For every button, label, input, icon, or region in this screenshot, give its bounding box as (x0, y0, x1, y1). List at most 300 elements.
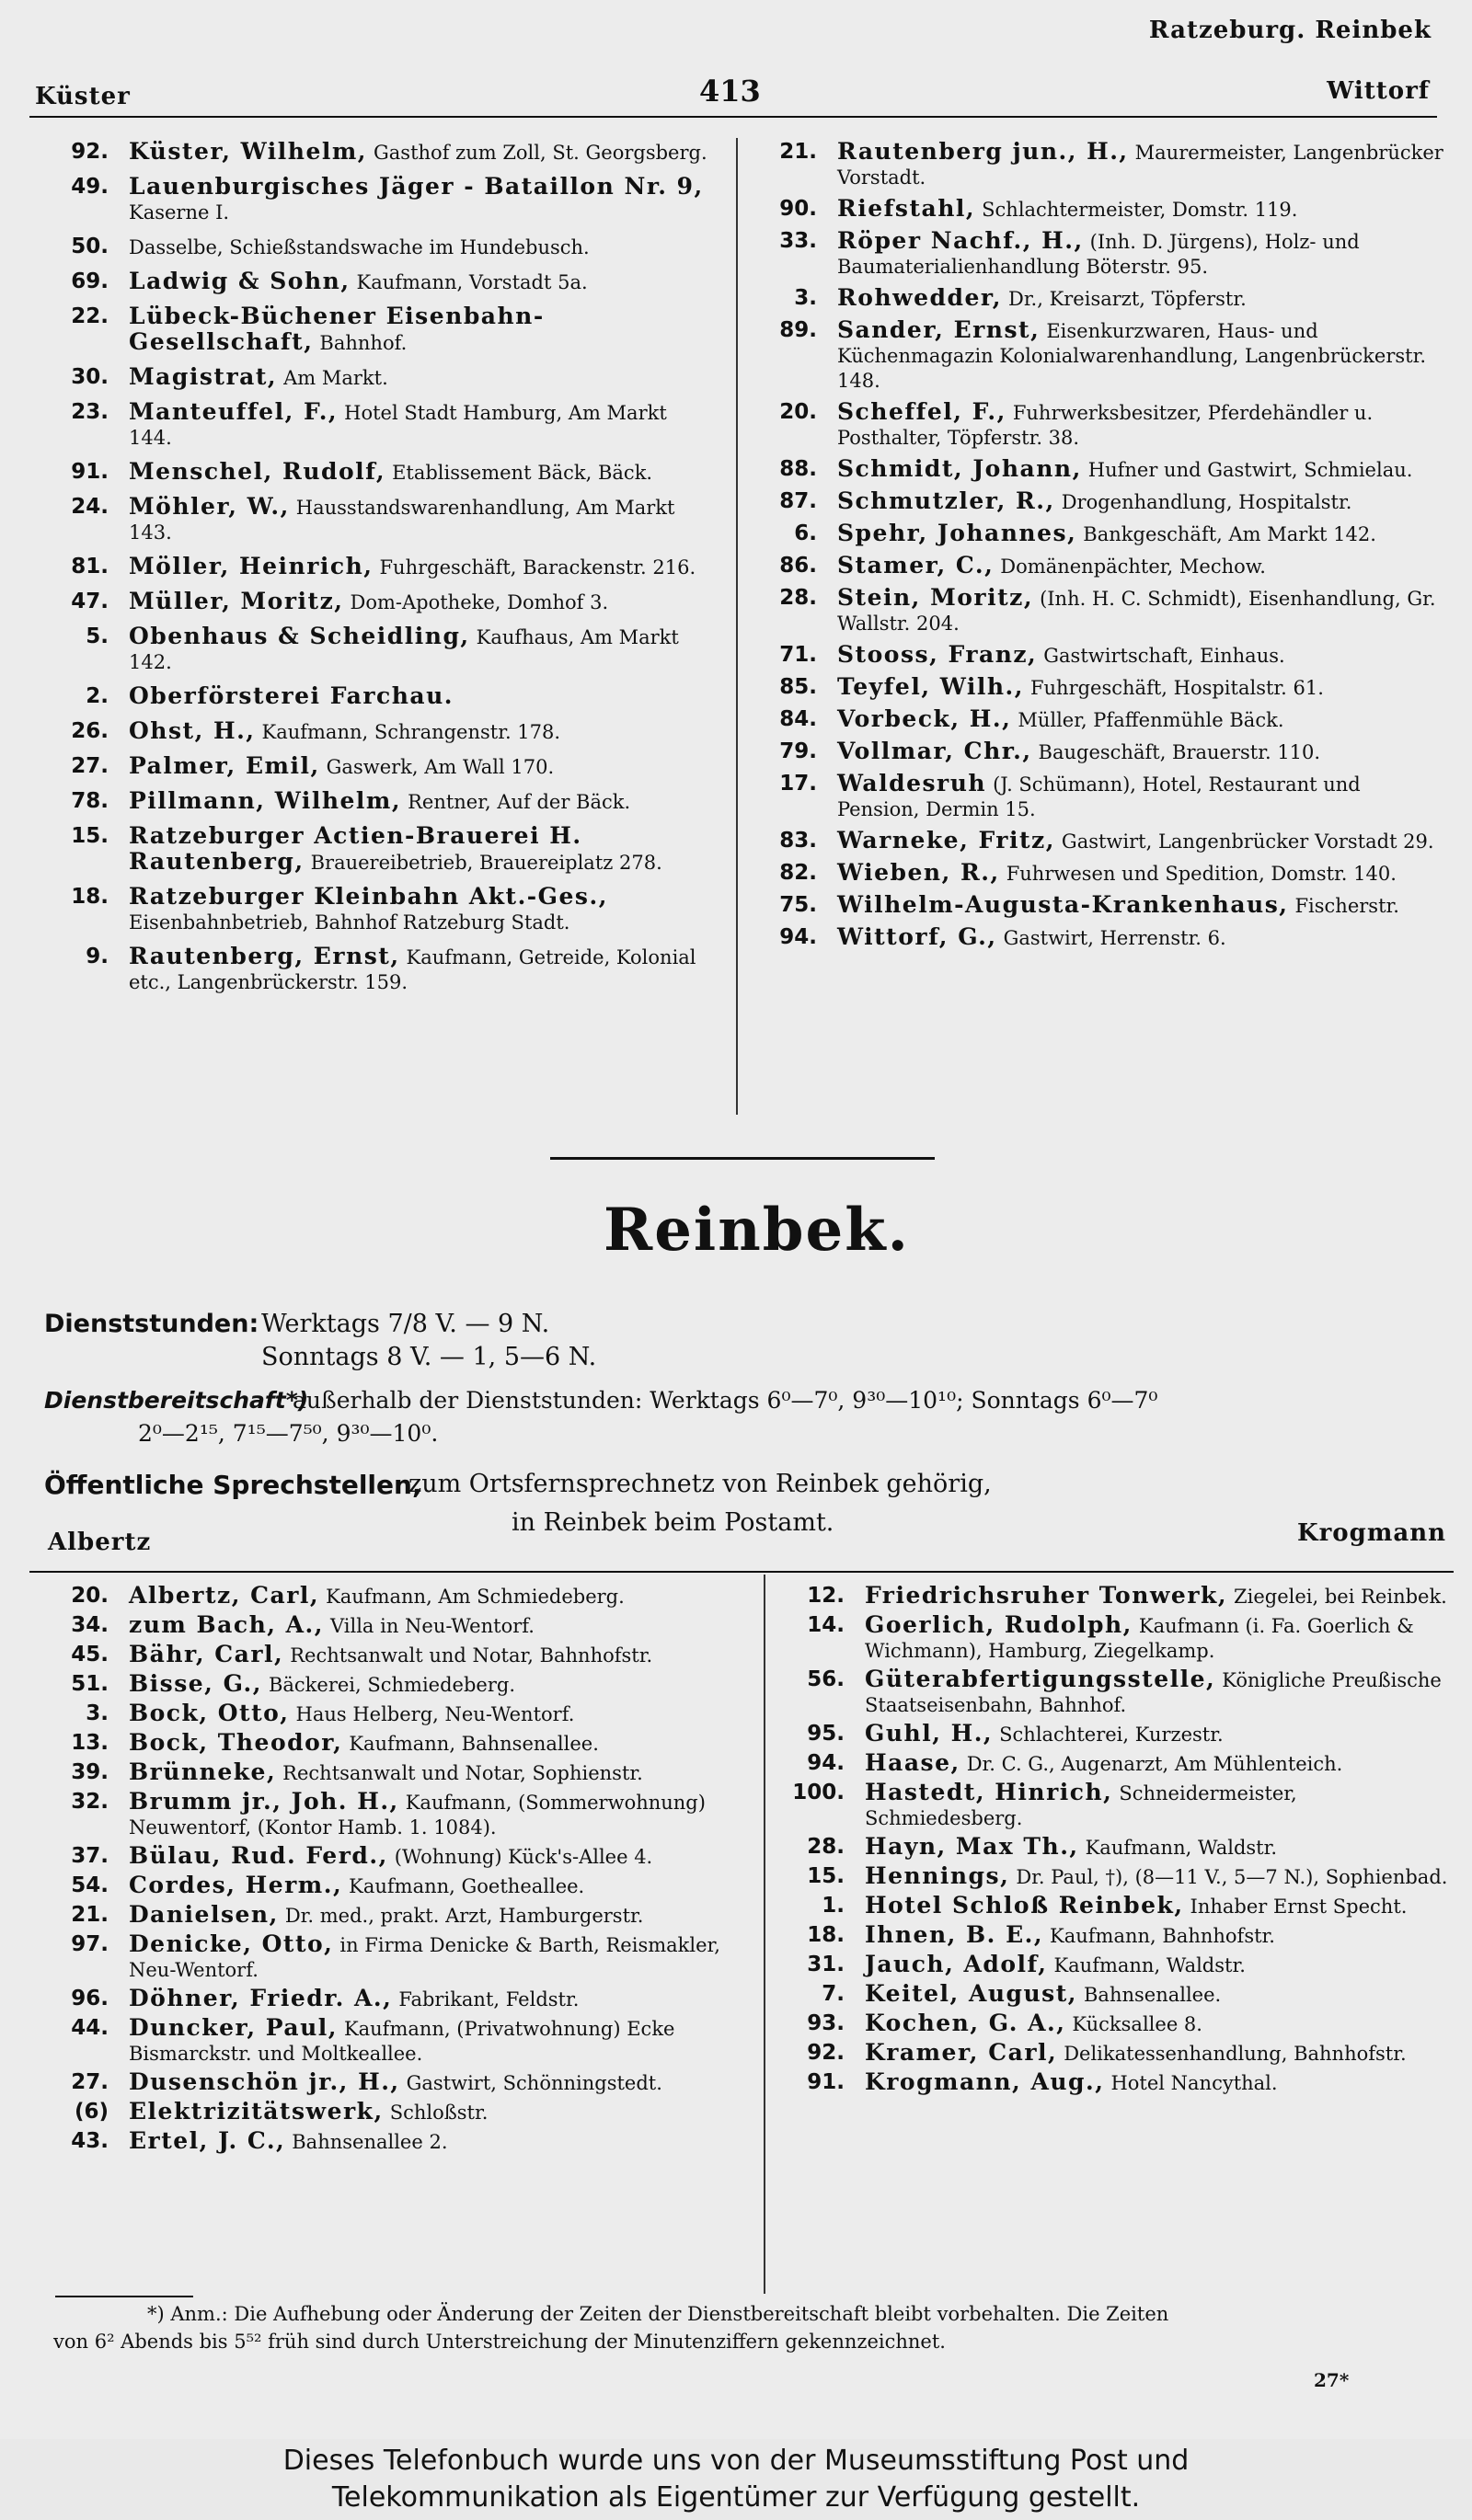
subscriber-details: Kaufmann (i. Fa. Goerlich & Wichmann), Hamburg, Ziegelkamp. (865, 1615, 1414, 1662)
phone-number: 15. (71, 824, 109, 848)
bottom-right-column (775, 1584, 1455, 2292)
subscriber-details: Brauereibetrieb, Brauereiplatz 278. (310, 852, 662, 874)
directory-entry (39, 2129, 738, 2155)
subscriber-details: Müller, Pfaffenmühle Bäck. (1018, 709, 1284, 731)
phone-number: 94. (807, 1751, 845, 1775)
subscriber-details: Kaufmann, Goetheallee. (349, 1875, 585, 1897)
bottom-column-divider (764, 1575, 765, 2294)
phone-number: 45. (71, 1643, 109, 1667)
directory-entry (39, 555, 710, 580)
subscriber-name: Jauch, Adolf, (865, 1951, 1048, 1977)
sprechstellen-label: Öffentliche Sprechstellen, (44, 1470, 422, 1500)
directory-entry (775, 1722, 1455, 1747)
subscriber-name: Rautenberg jun., H., (837, 140, 1129, 165)
directory-entry (775, 1864, 1455, 1890)
phone-number: 100. (792, 1781, 845, 1804)
subscriber-name: Cordes, Herm., (129, 1872, 343, 1898)
phone-number: 37. (71, 1844, 109, 1868)
subscriber-details: Bahnhof. (319, 332, 408, 354)
phone-number: 89. (779, 318, 817, 342)
dienststunden-label: Dienststunden: (44, 1310, 259, 1338)
subscriber-details: Schlachtermeister, Domstr. 119. (982, 199, 1298, 221)
subscriber-name: Warneke, Fritz, (837, 827, 1055, 853)
subscriber-details: Gastwirt, Langenbrücker Vorstadt 29. (1061, 830, 1434, 853)
subscriber-name: Vollmar, Chr., (837, 738, 1032, 764)
directory-entry (39, 175, 710, 225)
footer-line2: Telekommunikation als Eigentümer zur Verfügung gestellt. (331, 2481, 1141, 2514)
subscriber-details: Kaufmann, Schrangenstr. 178. (261, 721, 561, 743)
subscriber-details: Dr. C. G., Augenarzt, Am Mühlenteich. (966, 1753, 1343, 1775)
directory-entry (747, 140, 1446, 190)
directory-entry (775, 1751, 1455, 1777)
subscriber-name: Menschel, Rudolf, (129, 458, 386, 485)
subscriber-details: Baugeschäft, Brauerstr. 110. (1038, 741, 1321, 763)
subscriber-name: Obenhaus & Scheidling, (129, 623, 470, 649)
directory-entry (39, 754, 710, 780)
subscriber-details: Bahnsenallee 2. (292, 2131, 448, 2153)
directory-entry (747, 229, 1446, 280)
directory-entry (39, 945, 710, 995)
directory-entry (775, 1982, 1455, 2008)
subscriber-details: (Wohnung) Kück's-Allee 4. (394, 1846, 653, 1868)
directory-entry (39, 1643, 738, 1668)
directory-entry (775, 2041, 1455, 2067)
subscriber-name: Möhler, W., (129, 493, 290, 520)
subscriber-details: (J. Schümann), Hotel, Restaurant und Pension, Dermin 15. (837, 773, 1361, 820)
phone-number: 31. (807, 1953, 845, 1976)
subscriber-name: Ihnen, B. E., (865, 1921, 1044, 1948)
directory-entry (39, 885, 710, 935)
directory-entry (39, 2100, 738, 2125)
subscriber-details: Gastwirt, Schönningstedt. (406, 2072, 662, 2094)
directory-entry (775, 1835, 1455, 1861)
top-right-column (747, 140, 1446, 1115)
bottom-left-column (39, 1584, 738, 2292)
directory-entry (39, 1844, 738, 1870)
subscriber-details: Dom-Apotheke, Domhof 3. (350, 591, 609, 613)
footnote-line2: von 6² Abends bis 5⁵² früh sind durch Unterstreichung der Minutenziffern gekennzeichnet. (53, 2331, 946, 2353)
subscriber-name: Ratzeburger Actien-Brauerei H. Rautenberg, (129, 822, 582, 875)
subscriber-name: Keitel, August, (865, 1980, 1077, 2007)
phone-number: 2. (86, 684, 109, 708)
subscriber-name: Teyfel, Wilh., (837, 673, 1024, 700)
subscriber-details: Fischerstr. (1294, 895, 1399, 917)
subscriber-name: Denicke, Otto, (129, 1930, 334, 1957)
directory-entry (747, 772, 1446, 822)
subscriber-name: Rohwedder, (837, 284, 1002, 311)
page-header-right-top: Ratzeburg. Reinbek (1148, 17, 1432, 44)
phone-number: 92. (807, 2041, 845, 2065)
directory-entry (39, 2016, 738, 2067)
dienstbereitschaft-line2: 2⁰—2¹⁵, 7¹⁵—7⁵⁰, 9³⁰—10⁰. (138, 1420, 439, 1447)
directory-entry (747, 739, 1446, 765)
subscriber-name: Goerlich, Rudolph, (865, 1611, 1133, 1638)
subscriber-name: Elektrizitätswerk, (129, 2098, 384, 2125)
subscriber-details: Schneidermeister, Schmiedesberg. (865, 1782, 1297, 1829)
directory-entry (39, 2070, 738, 2096)
phone-number: 39. (71, 1760, 109, 1784)
subscriber-details: Fuhrwerksbesitzer, Pferdehändler u. Posthalter, Töpferstr. 38. (837, 402, 1374, 449)
subscriber-details: in Firma Denicke & Barth, Reismakler, Neu-Wentorf. (129, 1934, 720, 1981)
phone-number: 28. (779, 586, 817, 610)
footnote-rule (55, 2296, 193, 2297)
subscriber-name: Guhl, H., (865, 1720, 994, 1747)
subscriber-details: Gastwirtschaft, Einhaus. (1043, 645, 1285, 667)
subscriber-name: Duncker, Paul, (129, 2014, 338, 2041)
page-header-right-word: Wittorf (1327, 77, 1430, 105)
phone-number: 71. (779, 643, 817, 667)
subscriber-details: Hufner und Gastwirt, Schmielau. (1087, 459, 1413, 481)
subscriber-name: Manteuffel, F., (129, 398, 339, 425)
subscriber-name: Küster, Wilhelm, (129, 140, 368, 165)
subscriber-details: Rechtsanwalt und Notar, Sophienstr. (282, 1762, 643, 1784)
sheet-signature: 27* (1314, 2369, 1350, 2391)
subscriber-name: Spehr, Johannes, (837, 520, 1077, 546)
phone-number: 3. (794, 286, 817, 310)
subscriber-name: Albertz, Carl, (129, 1584, 320, 1609)
subscriber-details: Kaufmann, Waldstr. (1053, 1954, 1246, 1976)
phone-number: 81. (71, 555, 109, 578)
subscriber-name: Ladwig & Sohn, (129, 268, 351, 294)
phone-number: 32. (71, 1790, 109, 1814)
directory-entry (39, 1873, 738, 1899)
directory-entry (775, 1953, 1455, 1978)
phone-number: 9. (86, 945, 109, 968)
subscriber-name: Schmutzler, R., (837, 487, 1055, 514)
directory-entry (747, 489, 1446, 515)
subscriber-name: Brünneke, (129, 1758, 277, 1785)
phone-number: 27. (71, 754, 109, 778)
phone-number: 92. (71, 140, 109, 164)
footer-line1: Dieses Telefonbuch wurde uns von der Museumsstiftung Post und (282, 2445, 1190, 2477)
subscriber-details: Eisenkurzwaren, Haus- und Küchenmagazin Kolonialwarenhandlung, Langenbrückerstr. 148. (837, 320, 1426, 392)
phone-number: 14. (807, 1613, 845, 1637)
header-rule (29, 116, 1437, 118)
section-separator (550, 1157, 935, 1160)
subscriber-details: Dr. med., prakt. Arzt, Hamburgerstr. (284, 1905, 644, 1927)
phone-number: 18. (71, 885, 109, 909)
section-rule (29, 1571, 1454, 1573)
sprechstellen-line2: in Reinbek beim Postamt. (512, 1508, 834, 1537)
phone-number: 85. (779, 675, 817, 699)
directory-entry (775, 2011, 1455, 2037)
top-left-column (39, 140, 710, 1115)
subscriber-name: Wieben, R., (837, 859, 1000, 886)
subscriber-name: Kochen, G. A., (865, 2010, 1066, 2036)
subscriber-details: Kaufmann, Bahnsenallee. (349, 1733, 599, 1755)
subscriber-details: Gastwirt, Herrenstr. 6. (1003, 927, 1226, 949)
subscriber-name: Ratzeburger Kleinbahn Akt.-Ges., (129, 883, 608, 910)
subscriber-details: Kaufmann, Vorstadt 5a. (356, 271, 588, 293)
phone-number: 78. (71, 789, 109, 813)
phone-number: 86. (779, 554, 817, 578)
phone-number: 27. (71, 2070, 109, 2094)
phone-number: 12. (807, 1584, 845, 1608)
directory-entry (747, 643, 1446, 669)
phone-number: 17. (779, 772, 817, 796)
subscriber-details: Villa in Neu-Wentorf. (329, 1615, 535, 1637)
subscriber-details: Schloßstr. (389, 2102, 489, 2124)
phone-number: 54. (71, 1873, 109, 1897)
subscriber-details: Königliche Preußische Staatseisenbahn, Bahnhof. (865, 1669, 1442, 1716)
phone-number: 50. (71, 235, 109, 258)
subscriber-details: Maurermeister, Langenbrücker Vorstadt. (837, 142, 1443, 189)
subscriber-name: Schmidt, Johann, (837, 455, 1082, 482)
subscriber-details: Kaserne I. (129, 201, 230, 223)
phone-number: 95. (807, 1722, 845, 1746)
directory-entry (39, 1760, 738, 1786)
phone-number: 51. (71, 1672, 109, 1696)
directory-entry (39, 495, 710, 545)
subscriber-details: Kaufhaus, Am Markt 142. (129, 626, 679, 673)
subscriber-details: Rechtsanwalt und Notar, Bahnhofstr. (290, 1644, 653, 1667)
subscriber-details: Kaufmann, Waldstr. (1085, 1837, 1278, 1859)
subscriber-details: Hotel Nancythal. (1110, 2072, 1278, 2094)
subscriber-details: Kücksallee 8. (1072, 2013, 1202, 2035)
subscriber-name: Stooss, Franz, (837, 641, 1038, 668)
subscriber-name: Scheffel, F., (837, 398, 1006, 425)
directory-entry (775, 2070, 1455, 2096)
directory-entry (39, 719, 710, 745)
directory-entry (39, 624, 710, 675)
phone-number: 47. (71, 590, 109, 613)
phone-number: 21. (779, 140, 817, 164)
directory-entry (39, 1701, 738, 1727)
directory-entry (747, 554, 1446, 579)
directory-entry (39, 365, 710, 391)
phone-number: 49. (71, 175, 109, 199)
subscriber-name: Danielsen, (129, 1901, 279, 1928)
subscriber-details: Fuhrgeschäft, Hospitalstr. 61. (1029, 677, 1324, 699)
subscriber-details: Fuhrgeschäft, Barackenstr. 216. (379, 556, 696, 578)
subscriber-name: Pillmann, Wilhelm, (129, 787, 402, 814)
subscriber-details: Dr., Kreisarzt, Töpferstr. (1007, 288, 1247, 310)
subscriber-name: Vorbeck, H., (837, 705, 1012, 732)
subscriber-details: Hotel Stadt Hamburg, Am Markt 144. (129, 402, 667, 449)
directory-entry (747, 197, 1446, 223)
subscriber-name: Sander, Ernst, (837, 316, 1041, 343)
phone-number: 88. (779, 457, 817, 481)
directory-entry (39, 140, 710, 166)
phone-number: 93. (807, 2011, 845, 2035)
subscriber-details: Hausstandswarenhandlung, Am Markt 143. (129, 497, 675, 544)
subscriber-name: Wilhelm-Augusta-Krankenhaus, (837, 891, 1289, 918)
phone-number: 69. (71, 269, 109, 293)
phone-number: 18. (807, 1923, 845, 1947)
subscriber-name: Waldesruh (837, 770, 987, 796)
subscriber-name: Haase, (865, 1749, 960, 1776)
directory-entry (775, 1923, 1455, 1949)
phone-number: 15. (807, 1864, 845, 1888)
directory-entry (775, 1613, 1455, 1664)
subscriber-details: Gasthof zum Zoll, St. Georgsberg. (374, 142, 707, 164)
directory-entry (775, 1894, 1455, 1919)
subscriber-name: Friedrichsruher Tonwerk, (865, 1584, 1228, 1609)
directory-entry (775, 1667, 1455, 1718)
directory-entry (747, 286, 1446, 312)
subscriber-details: Haus Helberg, Neu-Wentorf. (295, 1703, 575, 1725)
page-number: 413 (699, 74, 761, 109)
directory-entry (39, 400, 710, 451)
subscriber-name: Bock, Theodor, (129, 1729, 343, 1756)
subscriber-details: Am Markt. (283, 367, 388, 389)
phone-number: 23. (71, 400, 109, 424)
subscriber-details: (Inh. H. C. Schmidt), Eisenhandlung, Gr. Wallstr. 204. (837, 588, 1436, 635)
subscriber-name: Lübeck-Büchener Eisenbahn-Gesellschaft, (129, 303, 545, 355)
phone-number: 82. (779, 861, 817, 885)
subscriber-details: Etablissement Bäck, Bäck. (392, 462, 653, 484)
directory-entry (39, 235, 710, 260)
directory-entry (775, 1584, 1455, 1609)
subscriber-details: (Inh. D. Jürgens), Holz- und Baumaterialienhandlung Böterstr. 95. (837, 231, 1360, 278)
directory-entry (747, 457, 1446, 483)
subscriber-name: Ohst, H., (129, 717, 256, 744)
directory-entry (747, 400, 1446, 451)
subscriber-name: Röper Nachf., H., (837, 227, 1084, 254)
directory-entry (747, 675, 1446, 701)
subscriber-details: Rentner, Auf der Bäck. (408, 791, 631, 813)
subscriber-name: Möller, Heinrich, (129, 553, 374, 579)
subscriber-name: Oberförsterei Farchau. (129, 682, 454, 709)
phone-number: 33. (779, 229, 817, 253)
phone-number: 13. (71, 1731, 109, 1755)
directory-entry (39, 1613, 738, 1639)
dienststunden-line2: Sonntags 8 V. — 1, 5—6 N. (261, 1343, 597, 1371)
directory-entry (39, 460, 710, 486)
directory-entry (747, 318, 1446, 394)
subscriber-name: Hotel Schloß Reinbek, (865, 1892, 1184, 1919)
subscriber-details: Fabrikant, Feldstr. (398, 1988, 580, 2010)
subscriber-name: Güterabfertigungsstelle, (865, 1666, 1216, 1692)
sprechstellen-line1: zum Ortsfernsprechnetz von Reinbek gehörig, (408, 1470, 992, 1498)
directory-entry (747, 925, 1446, 951)
subscriber-details: Kaufmann, Am Schmiedeberg. (326, 1586, 625, 1608)
directory-entry (39, 1790, 738, 1840)
subscriber-details: Drogenhandlung, Hospitalstr. (1061, 491, 1352, 513)
dienststunden-line1: Werktags 7/8 V. — 9 N. (261, 1310, 550, 1338)
top-column-divider (736, 138, 738, 1115)
subscriber-name: Bähr, Carl, (129, 1641, 284, 1667)
section-left-word: Albertz (48, 1529, 152, 1556)
directory-entry (39, 684, 710, 710)
directory-entry (775, 1781, 1455, 1831)
subscriber-name: Bülau, Rud. Ferd., (129, 1842, 388, 1869)
directory-entry (747, 521, 1446, 547)
phone-number: 5. (86, 624, 109, 648)
subscriber-name: Bisse, G., (129, 1670, 262, 1697)
phone-number: 3. (86, 1701, 109, 1725)
subscriber-details: Domänenpächter, Mechow. (1000, 556, 1266, 578)
phone-number: (6) (74, 2100, 109, 2124)
subscriber-name: Krogmann, Aug., (865, 2068, 1105, 2095)
phone-number: 56. (807, 1667, 845, 1691)
section-title: Reinbek. (604, 1196, 910, 1265)
subscriber-details: Ziegelei, bei Reinbek. (1234, 1586, 1447, 1608)
subscriber-name: Stein, Moritz, (837, 584, 1034, 611)
phone-number: 91. (71, 460, 109, 484)
phone-number: 97. (71, 1932, 109, 1956)
directory-entry (39, 1672, 738, 1698)
phone-number: 20. (779, 400, 817, 424)
subscriber-name: Rautenberg, Ernst, (129, 943, 400, 969)
phone-number: 6. (794, 521, 817, 545)
directory-entry (39, 590, 710, 615)
subscriber-details: Gaswerk, Am Wall 170. (326, 756, 555, 778)
phone-number: 43. (71, 2129, 109, 2153)
subscriber-details: Delikatessenhandlung, Bahnhofstr. (1064, 2043, 1407, 2065)
directory-entry (39, 1932, 738, 1983)
subscriber-details: Dr. Paul, †), (8—11 V., 5—7 N.), Sophienbad. (1016, 1866, 1448, 1888)
subscriber-name: Palmer, Emil, (129, 752, 320, 779)
phone-number: 87. (779, 489, 817, 513)
phone-number: 94. (779, 925, 817, 949)
phone-number: 96. (71, 1987, 109, 2010)
directory-entry (39, 1731, 738, 1757)
subscriber-name: Döhner, Friedr. A., (129, 1985, 393, 2011)
directory-entry (39, 1903, 738, 1929)
phone-number: 7. (822, 1982, 845, 2006)
directory-entry (39, 304, 710, 356)
phone-number: 34. (71, 1613, 109, 1637)
directory-entry (39, 824, 710, 876)
subscriber-name: Ertel, J. C., (129, 2127, 286, 2154)
directory-entry (39, 1584, 738, 1609)
directory-entry (39, 789, 710, 815)
directory-entry (747, 707, 1446, 733)
phone-number: 83. (779, 829, 817, 853)
subscriber-name: Magistrat, (129, 363, 278, 390)
directory-entry (747, 893, 1446, 919)
phone-number: 75. (779, 893, 817, 917)
subscriber-details: Dasselbe, Schießstandswache im Hundebusch. (129, 236, 590, 258)
phone-number: 44. (71, 2016, 109, 2040)
subscriber-name: Brumm jr., Joh. H., (129, 1788, 399, 1815)
subscriber-name: Bock, Otto, (129, 1700, 290, 1726)
phone-number: 26. (71, 719, 109, 743)
phone-number: 20. (71, 1584, 109, 1608)
subscriber-name: zum Bach, A., (129, 1611, 324, 1638)
subscriber-name: Kramer, Carl, (865, 2039, 1058, 2066)
subscriber-name: Stamer, C., (837, 552, 995, 578)
phone-number: 91. (807, 2070, 845, 2094)
phone-number: 90. (779, 197, 817, 221)
subscriber-details: Kaufmann, (Privatwohnung) Ecke Bismarckstr. und Moltkeallee. (129, 2018, 675, 2065)
subscriber-details: Bäckerei, Schmiedeberg. (268, 1674, 515, 1696)
archive-footer (0, 2439, 1472, 2520)
subscriber-details: Kaufmann, Getreide, Kolonial etc., Langenbrückerstr. 159. (129, 946, 696, 993)
subscriber-name: Hayn, Max Th., (865, 1833, 1079, 1860)
subscriber-details: Bankgeschäft, Am Markt 142. (1083, 523, 1376, 545)
directory-entry (747, 829, 1446, 854)
phone-number: 22. (71, 304, 109, 328)
phone-number: 30. (71, 365, 109, 389)
subscriber-name: Riefstahl, (837, 195, 976, 222)
phone-number: 1. (822, 1894, 845, 1918)
directory-entry (39, 269, 710, 295)
footnote-line1: *) Anm.: Die Aufhebung oder Änderung der Zeiten der Dienstbereitschaft bleibt vorbehalten. Die Zeiten (147, 2303, 1169, 2325)
subscriber-name: Dusenschön jr., H., (129, 2068, 400, 2095)
subscriber-details: Schlachterei, Kurzestr. (999, 1724, 1224, 1746)
page-header-left-word: Küster (35, 83, 131, 110)
subscriber-details: Kaufmann, Bahnhofstr. (1050, 1925, 1275, 1947)
phone-number: 21. (71, 1903, 109, 1927)
phone-number: 79. (779, 739, 817, 763)
subscriber-name: Hennings, (865, 1862, 1010, 1889)
phone-number: 28. (807, 1835, 845, 1859)
phone-number: 24. (71, 495, 109, 519)
directory-entry (747, 586, 1446, 636)
subscriber-name: Lauenburgisches Jäger - Bataillon Nr. 9, (129, 173, 704, 200)
